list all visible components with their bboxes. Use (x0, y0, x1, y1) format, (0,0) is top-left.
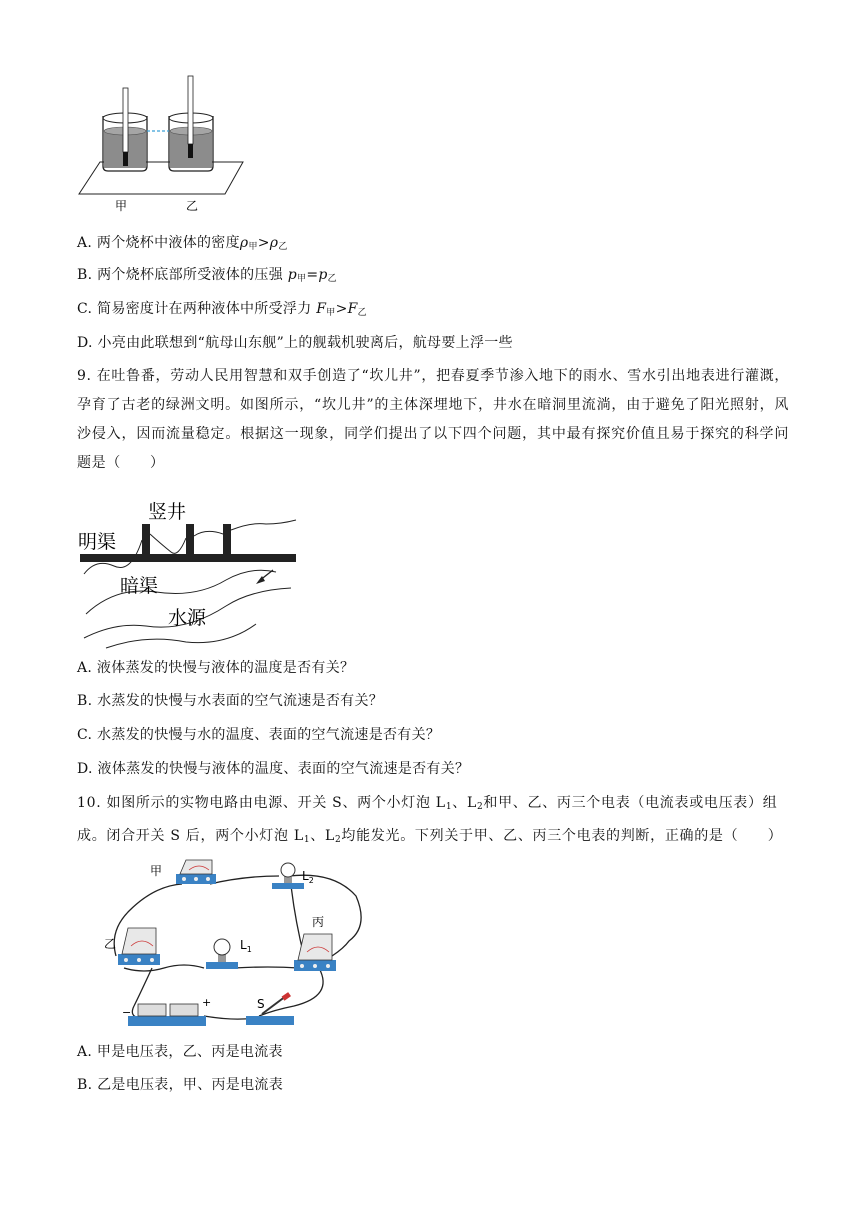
meter-jia (176, 860, 216, 884)
fig-label-bing: 丙 (312, 915, 325, 929)
label-mingqu: 明渠 (78, 531, 117, 553)
fig-label-yi: 乙 (104, 937, 117, 951)
fig-label-l2: $L_2$ (302, 869, 314, 885)
q8-option-d: D. 小亮由此联想到“航母山东舰”上的舰载机驶离后，航母要上浮一些 (77, 335, 513, 351)
lamp-l1 (206, 939, 238, 969)
beaker-diagram (75, 70, 255, 220)
circuit-figure (94, 856, 374, 1034)
label-yi: 乙 (186, 199, 199, 213)
q10-stem-line1: 10. 如图所示的实物电路由电源、开关 S、两个小灯泡 $L_1$、$L_2$和甲、乙、丙三个电表（电流表或电压表）组 (77, 795, 778, 812)
switch-s (246, 992, 294, 1025)
q9-option-c: C. 水蒸发的快慢与水的温度、表面的空气流速是否有关？ (77, 727, 441, 743)
meter-yi (118, 928, 160, 965)
q8-option-c: C. 简易密度计在两种液体中所受浮力 $F_甲>F_乙$ (77, 301, 367, 318)
label-jia: 甲 (115, 199, 128, 213)
q9-option-b: B. 水蒸发的快慢与水表面的空气流速是否有关？ (77, 693, 384, 709)
karez-figure (76, 494, 306, 650)
q10-option-a: A. 甲是电压表，乙、丙是电流表 (77, 1044, 283, 1060)
beaker-figure (75, 70, 255, 220)
battery (128, 1004, 206, 1026)
fig-label-jia: 甲 (150, 864, 163, 878)
fig-label-minus: − (122, 1006, 132, 1019)
fig-label-plus: + (202, 996, 212, 1009)
q9-option-a: A. 液体蒸发的快慢与液体的温度是否有关？ (77, 660, 355, 676)
q9-stem: 9. 在吐鲁番，劳动人民用智慧和双手创造了“坎儿井”，把春夏季节渗入地下的雨水、雪水引出地表进行灌溉，孕育了古老的绿洲文明。如图所示，“坎儿井”的主体深埋地下，井水在暗洞里流淌，由于避免了阳光照射，风沙侵入，因而流量稳定。根据这一现象，同学们提出了以下四个问题，其中最有探究价值且易于探究的科学问题是（ ） (77, 368, 790, 471)
label-anqu: 暗渠 (120, 575, 159, 597)
karez-diagram (76, 494, 306, 650)
q8-option-b: B. 两个烧杯底部所受液体的压强 $p_甲=p_乙$ (77, 267, 337, 284)
label-shujing: 竖井 (148, 501, 187, 523)
circuit-diagram (94, 856, 374, 1034)
q10-option-b: B. 乙是电压表，甲、丙是电流表 (77, 1077, 283, 1093)
label-shuiyuan: 水源 (168, 607, 207, 629)
fig-label-s: S (257, 997, 265, 1011)
q8-option-a: A. 两个烧杯中液体的密度$\rho_甲>\rho_乙$ (77, 235, 288, 252)
q10-stem-line2: 成。闭合开关 S 后，两个小灯泡 $L_1$、$L_2$均能发光。下列关于甲、乙、丙三个电表的判断，正确的是（ ） (77, 828, 783, 845)
fig-label-l1: $L_1$ (240, 938, 252, 954)
q9-option-d: D. 液体蒸发的快慢与液体的温度、表面的空气流速是否有关？ (77, 761, 470, 777)
